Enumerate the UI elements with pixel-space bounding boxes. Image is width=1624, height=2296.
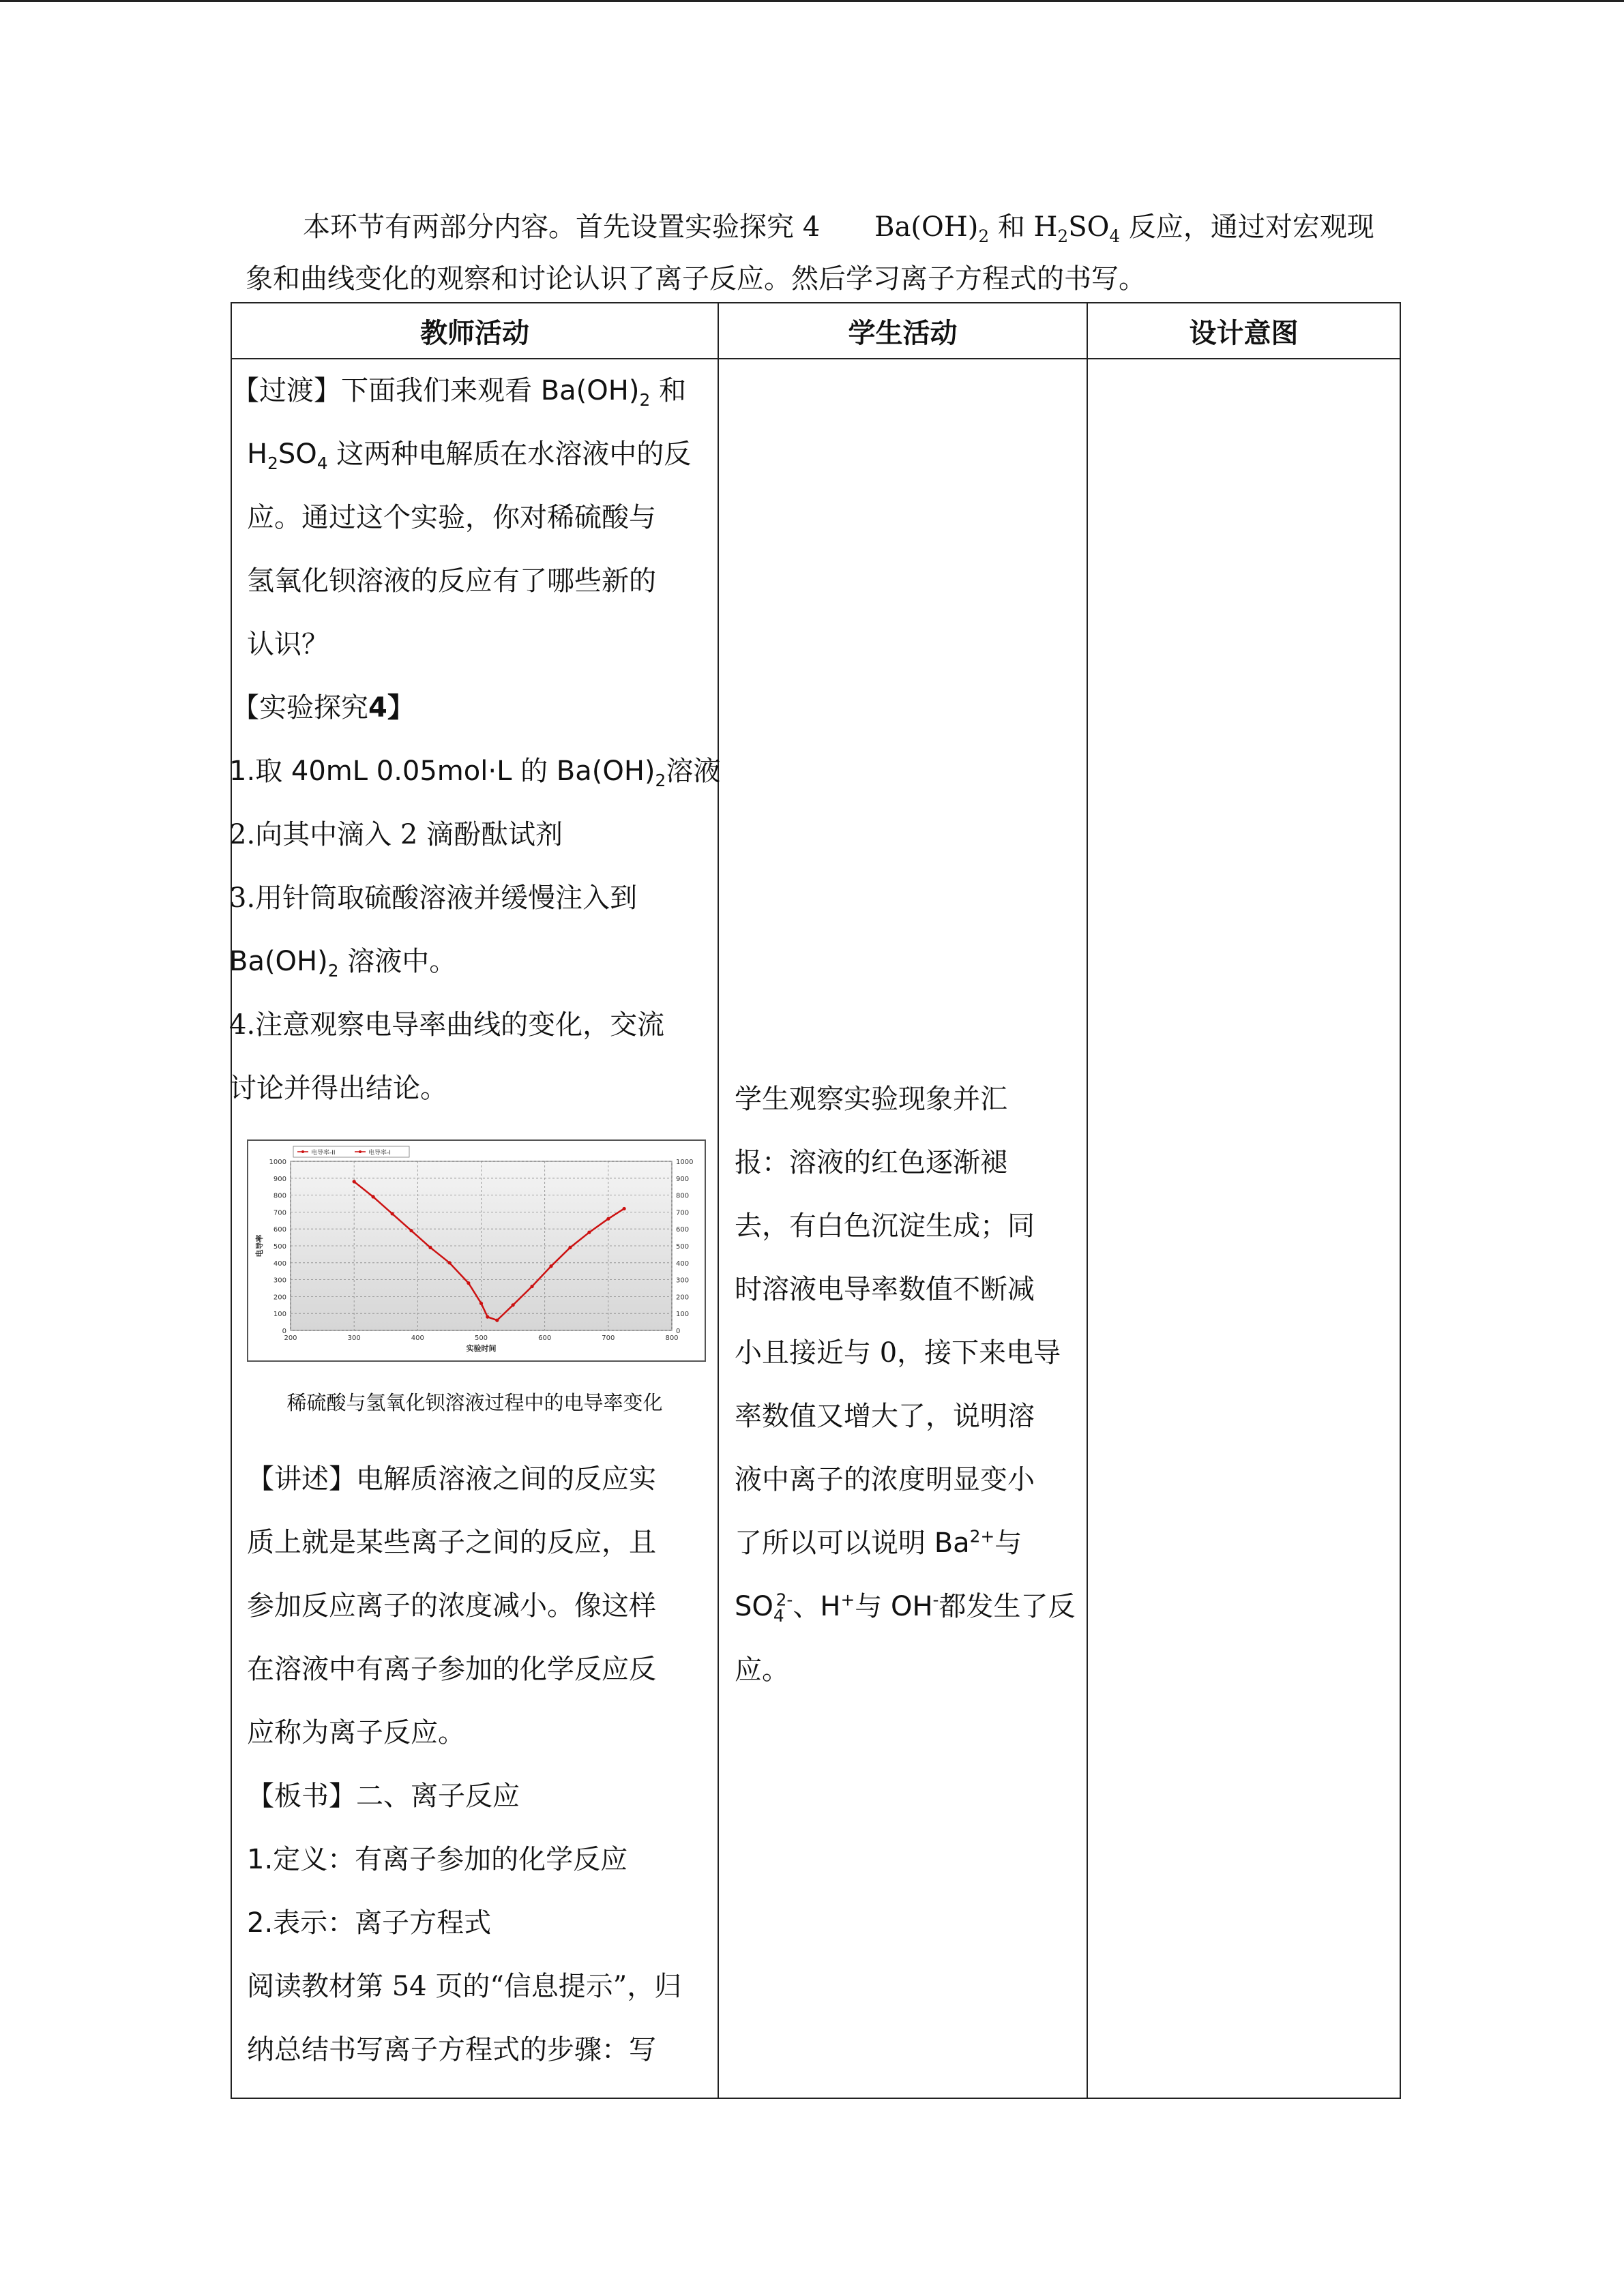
text-span: 1.定义：有离子参加的化学反应 [247, 1844, 628, 1875]
data-point [587, 1231, 591, 1234]
text-span: 都发生了反 [939, 1591, 1076, 1622]
label-board: 【板书】 [247, 1780, 356, 1812]
y-tick-label-left: 700 [273, 1209, 286, 1217]
text-line: 纳总结书写离子方程式的步骤：写 [247, 2034, 656, 2066]
text-span: 下面我们来观看 [341, 375, 532, 406]
formula-h: H [247, 438, 268, 470]
text-span: 、 [793, 1591, 821, 1622]
text-span: 1.取 40mL 0.05mol·L [229, 756, 512, 787]
lesson-table [231, 302, 1401, 2099]
text-span: 4】 [368, 692, 415, 724]
formula-so: SO [735, 1591, 773, 1622]
intro-line-2: 象和曲线变化的观察和讨论认识了离子反应。然后学习离子方程式的书写。 [246, 263, 1146, 295]
formula-sub: 2 [327, 961, 339, 981]
header-design-intent: 设计意图 [1189, 317, 1299, 349]
text-span: 溶液 [666, 756, 721, 787]
y-tick-label-left: 300 [273, 1277, 286, 1285]
chart-caption: 稀硫酸与氢氧化钡溶液过程中的电导率变化 [286, 1391, 663, 1414]
text-line [229, 930, 718, 994]
formula-h: H [820, 1591, 841, 1622]
text-span: 电解质溶液之间的反应实 [356, 1463, 656, 1495]
text-line: 学生观察实验现象并汇 [735, 1084, 1007, 1115]
text-line [735, 1512, 1076, 1575]
intro-text-b: 和 [997, 211, 1025, 243]
formula-so: SO [278, 438, 317, 470]
data-point [486, 1315, 489, 1319]
y-tick-label-right: 300 [676, 1277, 690, 1285]
conductivity-chart-svg [248, 1141, 705, 1360]
intro-text-a: 本环节有两部分内容。首先设置实验探究 4 [303, 211, 821, 243]
y-tick-label-right: 900 [676, 1175, 690, 1183]
y-tick-label-left: 800 [273, 1192, 286, 1200]
formula-ba: Ba [934, 1527, 970, 1559]
text-line: 小且接近与 0，接下来电导 [735, 1337, 1061, 1369]
y-tick-label-left: 0 [282, 1328, 286, 1335]
y-tick-label-left: 1000 [269, 1159, 286, 1166]
x-tick-label: 500 [474, 1335, 488, 1342]
text-span: 2.表示：离子方程式 [247, 1907, 492, 1939]
header-student-activity: 学生活动 [848, 317, 958, 349]
text-span: 与 [994, 1527, 1022, 1559]
formula-sup: + [840, 1590, 855, 1610]
text-line: 认识？ [247, 629, 329, 660]
data-point [372, 1195, 375, 1198]
text-span: 溶液中。 [347, 946, 457, 977]
legend-label: 电导率-I [368, 1150, 391, 1157]
x-tick-label: 400 [411, 1335, 424, 1342]
text-line [232, 1828, 718, 1892]
formula-sub: 4 [316, 453, 328, 473]
data-point [623, 1207, 626, 1210]
data-point [409, 1229, 413, 1232]
formula-baoh2: Ba(OH) [540, 375, 640, 406]
data-point [549, 1264, 552, 1268]
text-line: 4.注意观察电导率曲线的变化，交流 [229, 1009, 665, 1041]
formula-sub: 2 [655, 771, 666, 790]
header-teacher-activity: 教师活动 [420, 317, 529, 349]
text-span: 了所以可以说明 [735, 1527, 926, 1559]
y-tick-label-left: 100 [273, 1311, 286, 1319]
formula-h: H [1033, 211, 1058, 243]
data-point [390, 1212, 394, 1215]
formula-sub: 2 [267, 453, 278, 473]
y-tick-label-right: 0 [676, 1328, 681, 1335]
text-line [232, 1892, 718, 1955]
text-line: 质上就是某些离子之间的反应，且 [247, 1527, 656, 1558]
x-axis-label: 实验时间 [466, 1344, 497, 1353]
intro-line-1 [246, 201, 1391, 253]
x-tick-label: 600 [538, 1335, 552, 1342]
text-line: 氢氧化钡溶液的反应有了哪些新的 [247, 565, 656, 597]
data-point [428, 1246, 432, 1249]
legend-marker [301, 1150, 304, 1153]
legend-label: 电导率-II [311, 1150, 336, 1157]
intro-paragraph [246, 201, 1391, 305]
label-transition: 【过渡】 [232, 375, 341, 406]
page-top-border [0, 0, 1624, 2]
text-span: 二、离子反应 [356, 1780, 520, 1812]
text-line [735, 1575, 1076, 1639]
formula-sup: 2+ [969, 1526, 995, 1547]
formula-sub: 2 [978, 226, 990, 246]
data-point [495, 1319, 499, 1322]
y-tick-label-right: 200 [676, 1294, 690, 1302]
teacher-activity-cell [229, 359, 721, 1120]
column-divider-1 [718, 303, 719, 2098]
formula-sup: - [932, 1590, 939, 1610]
y-tick-label-right: 600 [676, 1226, 690, 1234]
y-tick-label-right: 800 [676, 1192, 690, 1200]
text-line: 液中离子的浓度明显变小 [735, 1464, 1035, 1495]
text-line: 参加反应离子的浓度减小。像这样 [247, 1590, 656, 1622]
x-tick-label: 700 [602, 1335, 615, 1342]
text-line: 时溶液电导率数值不断减 [735, 1274, 1035, 1305]
y-tick-label-left: 500 [273, 1243, 286, 1251]
design-intent-cell [1088, 359, 1400, 2098]
y-tick-label-left: 900 [273, 1175, 286, 1183]
x-tick-label: 300 [347, 1335, 361, 1342]
data-point [568, 1246, 572, 1249]
conductivity-chart [247, 1139, 706, 1362]
text-line [232, 1765, 718, 1828]
y-tick-label-right: 700 [676, 1209, 690, 1217]
y-tick-label-right: 400 [676, 1259, 690, 1268]
text-span: 与 [855, 1591, 883, 1622]
formula-baoh2: Ba(OH) [874, 211, 979, 243]
data-point [606, 1217, 610, 1221]
data-point [530, 1285, 533, 1288]
formula-so: SO [1068, 211, 1110, 243]
formula-sub: 2 [639, 390, 651, 410]
text-line [232, 676, 718, 740]
y-axis-label: 电导率 [255, 1234, 264, 1257]
data-point [447, 1261, 451, 1264]
text-line: 应称为离子反应。 [247, 1717, 465, 1748]
student-activity-cell [735, 1068, 1076, 1702]
text-line: 2.向其中滴入 2 滴酚酞试剂 [229, 819, 563, 850]
text-line: 应。通过这个实验，你对稀硫酸与 [247, 502, 656, 533]
formula-sub: 4 [773, 1606, 784, 1626]
formula-sub: 2 [1057, 226, 1069, 246]
data-point [467, 1281, 470, 1285]
text-line: 去，有白色沉淀生成；同 [735, 1210, 1035, 1242]
text-span: 的 [520, 756, 548, 787]
y-tick-label-left: 600 [273, 1226, 286, 1234]
text-line: 讨论并得出结论。 [229, 1073, 447, 1104]
formula-sub: 4 [1109, 226, 1121, 246]
label-experiment: 【实验探究 [232, 692, 368, 724]
text-line: 阅读教材第 54 页的“信息提示”，归 [247, 1971, 682, 2002]
text-line: 报：溶液的红色逐渐褪 [735, 1147, 1007, 1178]
text-span: 这两种电解质在水溶液中的反 [336, 438, 692, 470]
formula-baoh2: Ba(OH) [229, 946, 328, 977]
text-line [232, 1448, 718, 1511]
text-line: 应。 [735, 1654, 789, 1686]
formula-oh: OH [890, 1591, 933, 1622]
y-tick-label-left: 400 [273, 1259, 286, 1268]
legend-marker [359, 1150, 361, 1153]
y-tick-label-right: 100 [676, 1311, 690, 1319]
text-line: 在溶液中有离子参加的化学反应反 [247, 1654, 656, 1685]
x-tick-label: 800 [665, 1335, 679, 1342]
formula-sup: 2- [776, 1590, 793, 1610]
text-line: 率数值又增大了，说明溶 [735, 1401, 1035, 1432]
label-lecture: 【讲述】 [247, 1463, 356, 1495]
teacher-activity-cell-continued [232, 1448, 718, 2082]
data-point [479, 1302, 483, 1305]
text-line: 【过渡】下面我们来观看 $Ba(OH)_2$ 和 [232, 375, 686, 410]
y-tick-label-right: 1000 [676, 1159, 694, 1166]
x-tick-label: 200 [284, 1335, 297, 1342]
data-point [353, 1180, 356, 1183]
formula-baoh2: Ba(OH) [556, 756, 655, 787]
text-line [232, 423, 718, 486]
y-tick-label-left: 200 [273, 1294, 286, 1302]
y-tick-label-right: 500 [676, 1243, 690, 1251]
text-line: 3.用针筒取硫酸溶液并缓慢注入到 [229, 882, 638, 914]
intro-text-c: 反应，通过对宏观现 [1128, 211, 1374, 243]
data-point [511, 1303, 514, 1307]
text-line [229, 740, 721, 803]
